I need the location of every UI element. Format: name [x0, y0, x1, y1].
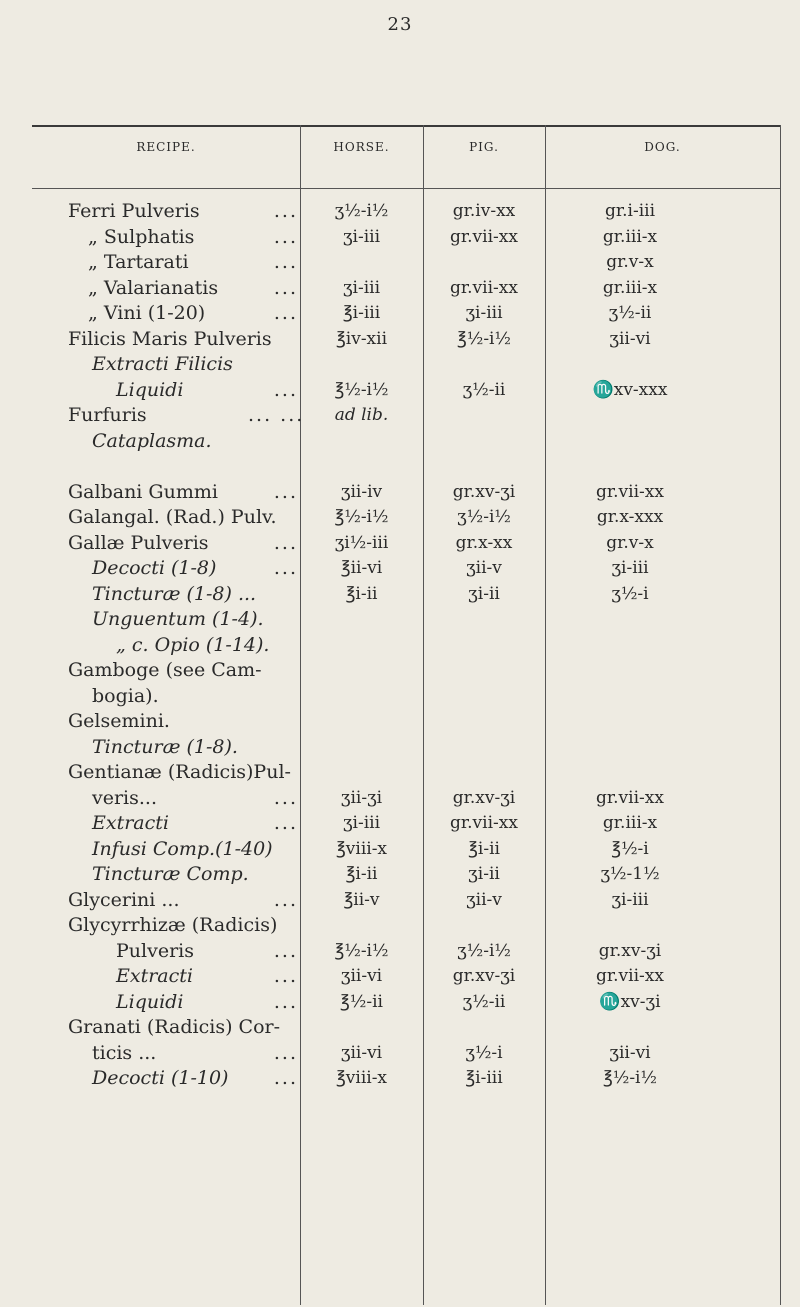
pig-dose: ʒii-v — [466, 558, 502, 578]
recipe-cell: Cataplasma. — [92, 429, 212, 452]
dog-dose: gr.iii-x — [602, 277, 658, 298]
table-row — [0, 352, 800, 377]
table-row — [0, 939, 800, 964]
leader-dots: ... — [273, 557, 298, 579]
leader-dots: ... — [273, 990, 298, 1013]
leader-dots: ... — [273, 812, 298, 834]
horse-dose: ʒii-vi — [340, 1042, 383, 1063]
table-row — [0, 1041, 800, 1066]
leader-dots: ... — [273, 939, 298, 962]
recipe-cell: Extracti — [92, 812, 169, 834]
dog-dose: ʒ½-1½ — [600, 864, 660, 884]
pig-dose: ʒi-iii — [465, 303, 503, 323]
table-row — [0, 301, 800, 326]
recipe-cell: „ Sulphatis — [88, 225, 195, 248]
top-rule — [32, 125, 780, 127]
table-row — [0, 760, 800, 785]
recipe-cell: Tincturæ Comp. — [92, 863, 249, 885]
table-row — [0, 429, 800, 454]
table-row — [0, 964, 800, 989]
recipe-cell: Pulveris — [116, 939, 194, 962]
table-row — [0, 990, 800, 1015]
table-row — [0, 1015, 800, 1040]
leader-dots: ... — [273, 225, 298, 248]
recipe-cell: „ Tartarati — [88, 251, 189, 273]
table-row — [0, 378, 800, 403]
table-row — [0, 684, 800, 709]
table-row — [0, 403, 800, 428]
table-row — [0, 199, 800, 224]
horse-dose: ad lib. — [334, 405, 389, 425]
leader-dots: ... — [273, 276, 298, 299]
dog-dose: ʒi-iii — [611, 889, 649, 910]
recipe-cell: Decocti (1-8) — [92, 557, 217, 579]
dog-dose: gr.xv-ʒi — [598, 940, 662, 961]
horse-dose: ℥viii-x — [335, 1068, 388, 1088]
horse-dose: ʒi-iii — [342, 277, 381, 298]
table-row — [0, 480, 800, 505]
table-row — [0, 531, 800, 556]
leader-dots: ... — [273, 965, 298, 987]
pig-dose: gr.xv-ʒi — [452, 966, 516, 986]
leader-dots: ... — [273, 786, 298, 809]
recipe-cell: „ c. Opio (1-14). — [116, 633, 270, 656]
header-recipe: RECIPE. — [136, 140, 196, 154]
dog-dose: gr.i-iii — [604, 201, 656, 221]
header-rule — [32, 188, 780, 189]
pig-dose: gr.xv-ʒi — [452, 787, 516, 808]
pig-dose: ʒ½-i½ — [457, 940, 511, 961]
table-row — [0, 735, 800, 760]
table-row — [0, 607, 800, 632]
table-row — [0, 250, 800, 275]
table-row — [0, 505, 800, 530]
leader-dots: ... — [273, 531, 298, 554]
table-row — [0, 658, 800, 683]
pig-dose: ʒ½-i — [465, 1042, 503, 1063]
leader-dots: ... — [273, 1041, 298, 1064]
table-row — [0, 582, 800, 607]
dog-dose: gr.vii-xx — [596, 787, 664, 808]
pig-dose: gr.vii-xx — [450, 277, 518, 298]
recipe-cell: Decocti (1-10) — [92, 1067, 229, 1089]
recipe-cell: Gamboge (see Cam- — [68, 659, 262, 681]
pig-dose: ℥i-iii — [465, 1068, 503, 1088]
dog-dose: ♏xv-ʒi — [599, 991, 661, 1012]
header-pig: PIG. — [469, 140, 499, 154]
pig-dose: gr.xv-ʒi — [452, 481, 516, 502]
horse-dose: ℥i-ii — [345, 583, 378, 604]
leader-dots: ... ... — [248, 404, 305, 426]
table-row — [0, 276, 800, 301]
table-row — [0, 633, 800, 658]
table-row — [0, 786, 800, 811]
dog-dose: ℥½-i½ — [603, 1068, 657, 1088]
pig-dose: ʒ½-ii — [462, 379, 506, 400]
horse-dose: ʒi½-iii — [334, 532, 389, 553]
horse-dose: ℥ii-vi — [340, 558, 383, 578]
horse-dose: ℥viii-x — [335, 838, 388, 859]
recipe-cell: Liquidi — [116, 990, 184, 1013]
pig-dose: ʒ½-i½ — [457, 507, 511, 527]
recipe-cell: Liquidi — [116, 378, 184, 401]
horse-dose: ℥½-i½ — [334, 940, 389, 961]
recipe-cell: „ Vini (1-20) — [88, 302, 206, 324]
leader-dots: ... — [273, 888, 298, 911]
table-row — [0, 837, 800, 862]
table-row — [0, 811, 800, 836]
dog-dose: gr.v-x — [606, 532, 654, 553]
dog-dose: gr.vii-xx — [596, 966, 664, 986]
horse-dose: ʒii-vi — [340, 966, 383, 986]
table-row — [0, 454, 800, 479]
horse-dose: ℥i-ii — [345, 864, 378, 884]
dog-dose: ʒii-vi — [609, 1042, 651, 1063]
pig-dose: gr.iv-xx — [452, 201, 516, 221]
page-number: 23 — [387, 14, 413, 35]
recipe-cell: Gelsemini. — [68, 710, 170, 732]
dog-dose: gr.v-x — [606, 252, 654, 272]
leader-dots: ... — [273, 378, 298, 401]
dog-dose: gr.vii-xx — [596, 481, 664, 502]
horse-dose: ʒii-ʒi — [340, 787, 383, 808]
table-row — [0, 888, 800, 913]
horse-dose: ℥½-ii — [340, 991, 383, 1012]
dog-dose: ♏xv-xxx — [592, 379, 668, 400]
recipe-cell: Tincturæ (1-8) ... — [92, 582, 257, 605]
recipe-cell: Galbani Gummi — [68, 480, 218, 503]
recipe-cell: Glycerini ... — [68, 888, 180, 911]
recipe-cell: Infusi Comp.(1-40) — [92, 837, 273, 860]
leader-dots: ... — [273, 480, 298, 503]
recipe-cell: Gentianæ (Radicis)Pul- — [68, 761, 291, 783]
horse-dose: ℥iv-xii — [335, 328, 388, 349]
pig-dose: ʒii-v — [466, 889, 502, 910]
dog-dose: ʒi-iii — [611, 558, 649, 578]
horse-dose: ℥½-i½ — [334, 379, 389, 400]
recipe-cell: Gallæ Pulveris — [68, 531, 209, 554]
table-row — [0, 225, 800, 250]
recipe-cell: Glycyrrhizæ (Radicis) — [68, 914, 278, 936]
header-horse: HORSE. — [333, 140, 390, 154]
recipe-cell: Tincturæ (1-8). — [92, 735, 238, 758]
pig-dose: gr.vii-xx — [450, 226, 518, 247]
horse-dose: ℥ii-v — [343, 889, 380, 910]
recipe-cell: veris... — [92, 786, 158, 809]
dog-dose: gr.iii-x — [602, 226, 658, 247]
recipe-cell: Extracti — [116, 965, 193, 987]
horse-dose: ℥i-iii — [342, 303, 381, 323]
dog-dose: ʒ½-i — [611, 583, 649, 604]
recipe-cell: Ferri Pulveris — [68, 200, 200, 222]
dog-dose: ℥½-i — [611, 838, 649, 859]
recipe-cell: Galangal. (Rad.) Pulv. — [68, 506, 277, 528]
recipe-cell: Filicis Maris Pulveris — [68, 327, 272, 350]
pig-dose: ʒ½-ii — [462, 991, 506, 1012]
table-row — [0, 862, 800, 887]
table-row — [0, 709, 800, 734]
table-header — [0, 140, 800, 170]
table-row — [0, 1066, 800, 1091]
table-row — [0, 913, 800, 938]
horse-dose: ʒi-iii — [342, 226, 381, 247]
recipe-cell: Extracti Filicis — [92, 353, 233, 375]
table-row — [0, 327, 800, 352]
leader-dots: ... — [273, 251, 298, 273]
dog-dose: ʒ½-ii — [608, 303, 652, 323]
leader-dots: ... — [273, 302, 298, 324]
leader-dots: ... — [273, 200, 298, 222]
leader-dots: ... — [273, 1067, 298, 1089]
pig-dose: ℥½-i½ — [457, 328, 511, 349]
pig-dose: gr.x-xx — [455, 532, 513, 553]
horse-dose: ʒi-iii — [342, 813, 381, 833]
recipe-cell: Unguentum (1-4). — [92, 608, 264, 630]
horse-dose: ℥½-i½ — [334, 507, 389, 527]
pig-dose: gr.vii-xx — [450, 813, 518, 833]
pig-dose: ʒi-ii — [468, 583, 500, 604]
table-row — [0, 556, 800, 581]
recipe-cell: bogia). — [92, 684, 159, 707]
dog-dose: ʒii-vi — [609, 328, 651, 349]
horse-dose: ʒii-iv — [340, 481, 383, 502]
recipe-cell: „ Valarianatis — [88, 276, 219, 299]
horse-dose: ʒ½-i½ — [334, 201, 389, 221]
recipe-cell: Granati (Radicis) Cor- — [68, 1016, 281, 1038]
pig-dose: ʒi-ii — [468, 864, 500, 884]
pig-dose: ℥i-ii — [468, 838, 500, 859]
recipe-cell: Furfuris — [68, 404, 147, 426]
recipe-cell: ticis ... — [92, 1041, 157, 1064]
dog-dose: gr.x-xxx — [596, 507, 664, 527]
dog-dose: gr.iii-x — [602, 813, 658, 833]
header-dog: DOG. — [644, 140, 681, 154]
